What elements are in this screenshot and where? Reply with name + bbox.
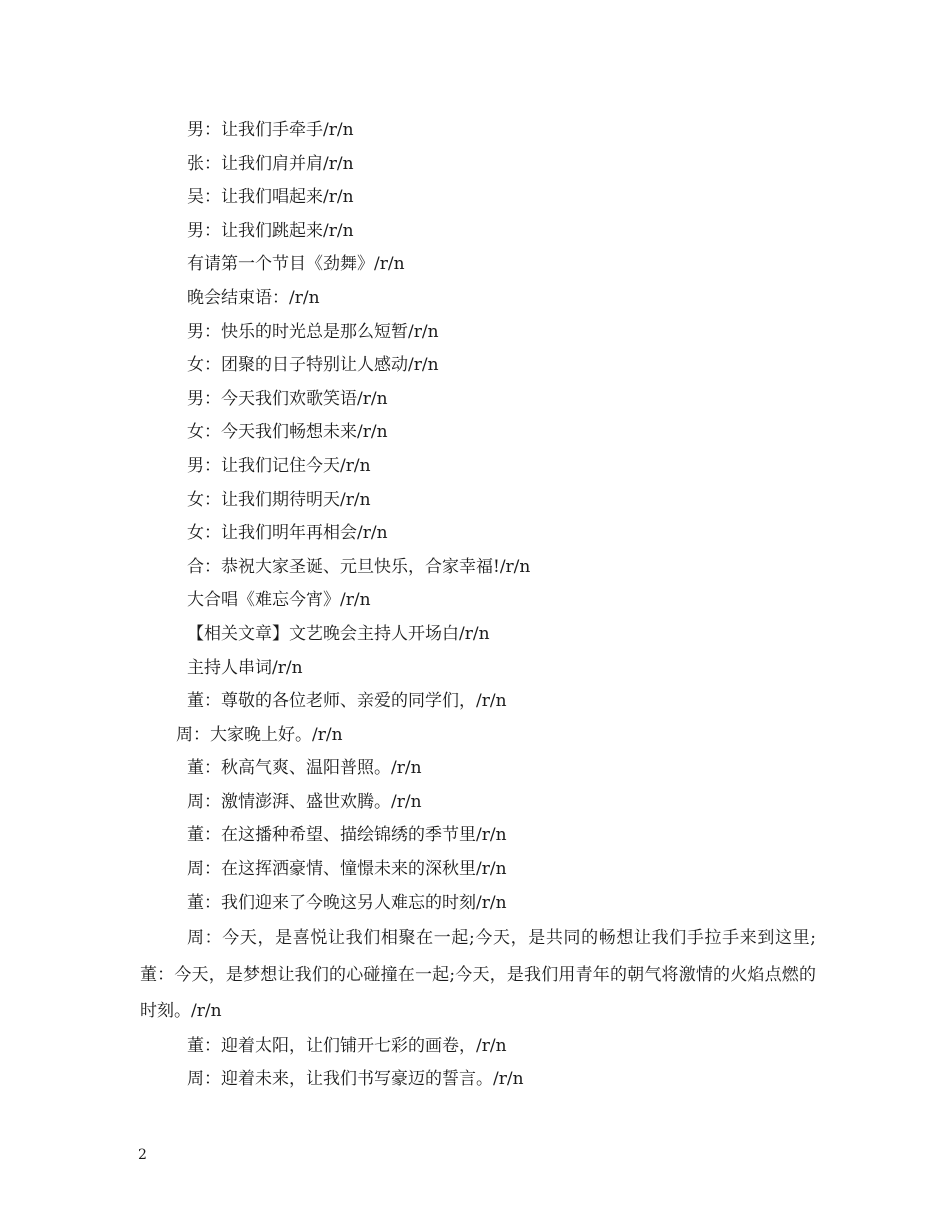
text-line: 男：让我们记住今天/r/n	[187, 455, 371, 476]
page-number: 2	[138, 1147, 147, 1163]
text-line: 主持人串词/r/n	[187, 657, 303, 678]
text-line: 吴：让我们唱起来/r/n	[187, 187, 354, 208]
text-line: 女：让我们期待明天/r/n	[187, 489, 371, 510]
text-line: 男：让我们跳起来/r/n	[187, 220, 354, 241]
text-paragraph: 周：今天，是喜悦让我们相聚在一起;今天，是共同的畅想让我们手拉手来到这里; 董：今天，是梦想让我们的心碰撞在一起;今天，是我们用青年的朝气将激情的火焰点燃的时刻。/r/n	[140, 928, 816, 1022]
text-line: 周：激情澎湃、盛世欢腾。/r/n	[187, 791, 422, 812]
text-line: 董：尊敬的各位老师、亲爱的同学们，/r/n	[187, 691, 507, 712]
document-body	[140, 114, 816, 1097]
text-line: 大合唱《难忘今宵》/r/n	[187, 590, 371, 611]
text-line: 董：我们迎来了今晚这另人难忘的时刻/r/n	[187, 892, 507, 913]
text-line: 男：让我们手牵手/r/n	[187, 120, 354, 140]
text-line: 女：今天我们畅想未来/r/n	[187, 422, 388, 443]
text-line: 周：在这挥洒豪情、憧憬未来的深秋里/r/n	[187, 859, 507, 880]
text-line: 董：迎着太阳，让们铺开七彩的画卷，/r/n	[187, 1035, 507, 1056]
text-line: 【相关文章】文艺晚会主持人开场白/r/n	[187, 623, 490, 644]
text-line: 有请第一个节目《劲舞》/r/n	[187, 254, 405, 275]
text-line: 晚会结束语：/r/n	[187, 287, 320, 308]
text-line: 男：快乐的时光总是那么短暂/r/n	[187, 321, 439, 342]
text-line: 董：在这播种希望、描绘锦绣的季节里/r/n	[187, 825, 507, 846]
text-line: 周：迎着未来，让我们书写豪迈的誓言。/r/n	[187, 1069, 524, 1090]
text-line: 男：今天我们欢歌笑语/r/n	[187, 388, 388, 409]
text-line: 周：大家晚上好。/r/n	[176, 724, 343, 745]
text-line: 合：恭祝大家圣诞、元旦快乐，合家幸福!/r/n	[187, 556, 531, 577]
text-line: 女：团聚的日子特别让人感动/r/n	[187, 355, 439, 376]
text-line: 女：让我们明年再相会/r/n	[187, 523, 388, 544]
text-line: 董：秋高气爽、温阳普照。/r/n	[187, 758, 422, 779]
text-line: 张：让我们肩并肩/r/n	[187, 153, 354, 174]
